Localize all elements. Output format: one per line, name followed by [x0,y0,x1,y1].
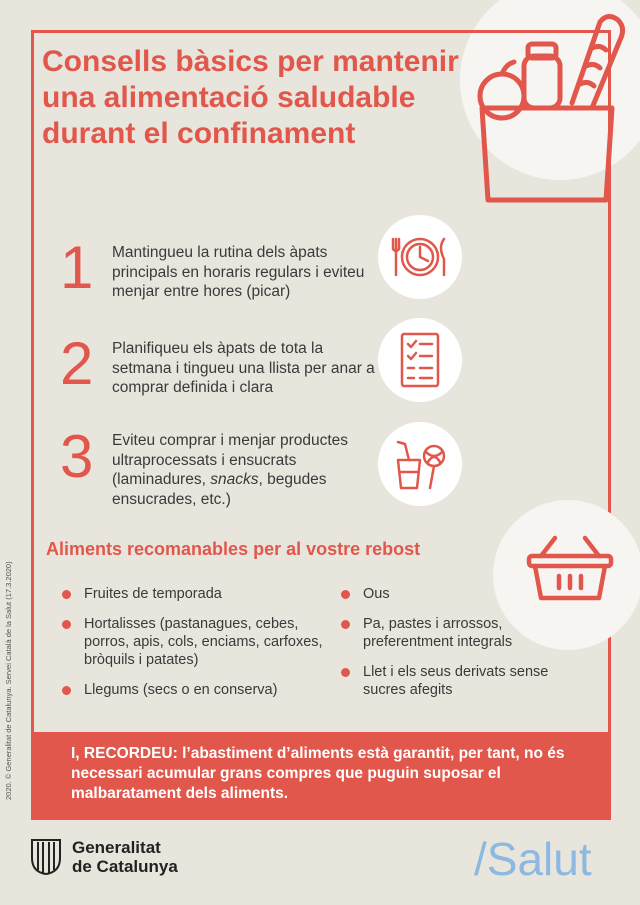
clock-cutlery-icon [390,227,450,287]
step-text-2: Planifiqueu els àpats de tota la setmana i tingueu una llista per anar a comprar definida i clara [112,340,375,396]
step-number-2: 2 [60,330,94,397]
generalitat-logo-icon [30,836,62,876]
list-item: Fruites de temporada [62,585,342,603]
list-item: Llet i els seus derivats sense sucres afegits [341,663,551,699]
list-item: Ous [341,585,551,603]
step-number-3: 3 [60,423,94,490]
copyright-note: 2020. © Generalitat de Catalunya. Servei Català de la Salut (17.3.2020) [4,561,13,800]
list-item: Pa, pastes i arrossos, preferentment integrals [341,615,551,651]
logo-line-1: Generalitat [72,838,161,857]
reminder-banner: I, RECORDEU: l’abastiment d’aliments està garantit, per tant, no és necessari acumular grans compres que puguin suposar el malbaratament dels aliments. [31,732,611,820]
drink-candy-icon [390,434,450,494]
icon-circle-1 [378,215,462,299]
step-text-3-after: , begudes ensucrades, etc.) [112,471,327,508]
step-text-3 [112,431,382,509]
step-text-3-italic: snacks [210,471,259,488]
logo-line-2: de Catalunya [72,857,178,876]
pantry-list-left [62,585,342,711]
list-item: Hortalisses (pastanagues, cebes, porros, apis, cols, enciams, carfoxes, bròquils i patates) [62,615,342,669]
step-number-1: 1 [60,234,94,301]
page-title: Consells bàsics per mantenir una alimentació saludable durant el confinament [42,45,459,150]
checklist-icon [390,330,450,390]
salut-brand: /Salut [474,833,592,885]
shopping-bag-icon [462,8,632,213]
icon-circle-3 [378,422,462,506]
list-item: Llegums (secs o en conserva) [62,681,342,699]
step-text-3-before: Eviteu comprar i menjar productes ultraprocessats i ensucrats (laminadures, [112,432,349,488]
icon-circle-2 [378,318,462,402]
pantry-list-right [341,585,551,711]
step-text-1: Mantingueu la rutina dels àpats principals en horaris regulars i eviteu menjar entre hores (picar) [112,244,365,300]
generalitat-logo-text [72,838,178,876]
pantry-title: Aliments recomanables per al vostre rebost [46,539,421,559]
